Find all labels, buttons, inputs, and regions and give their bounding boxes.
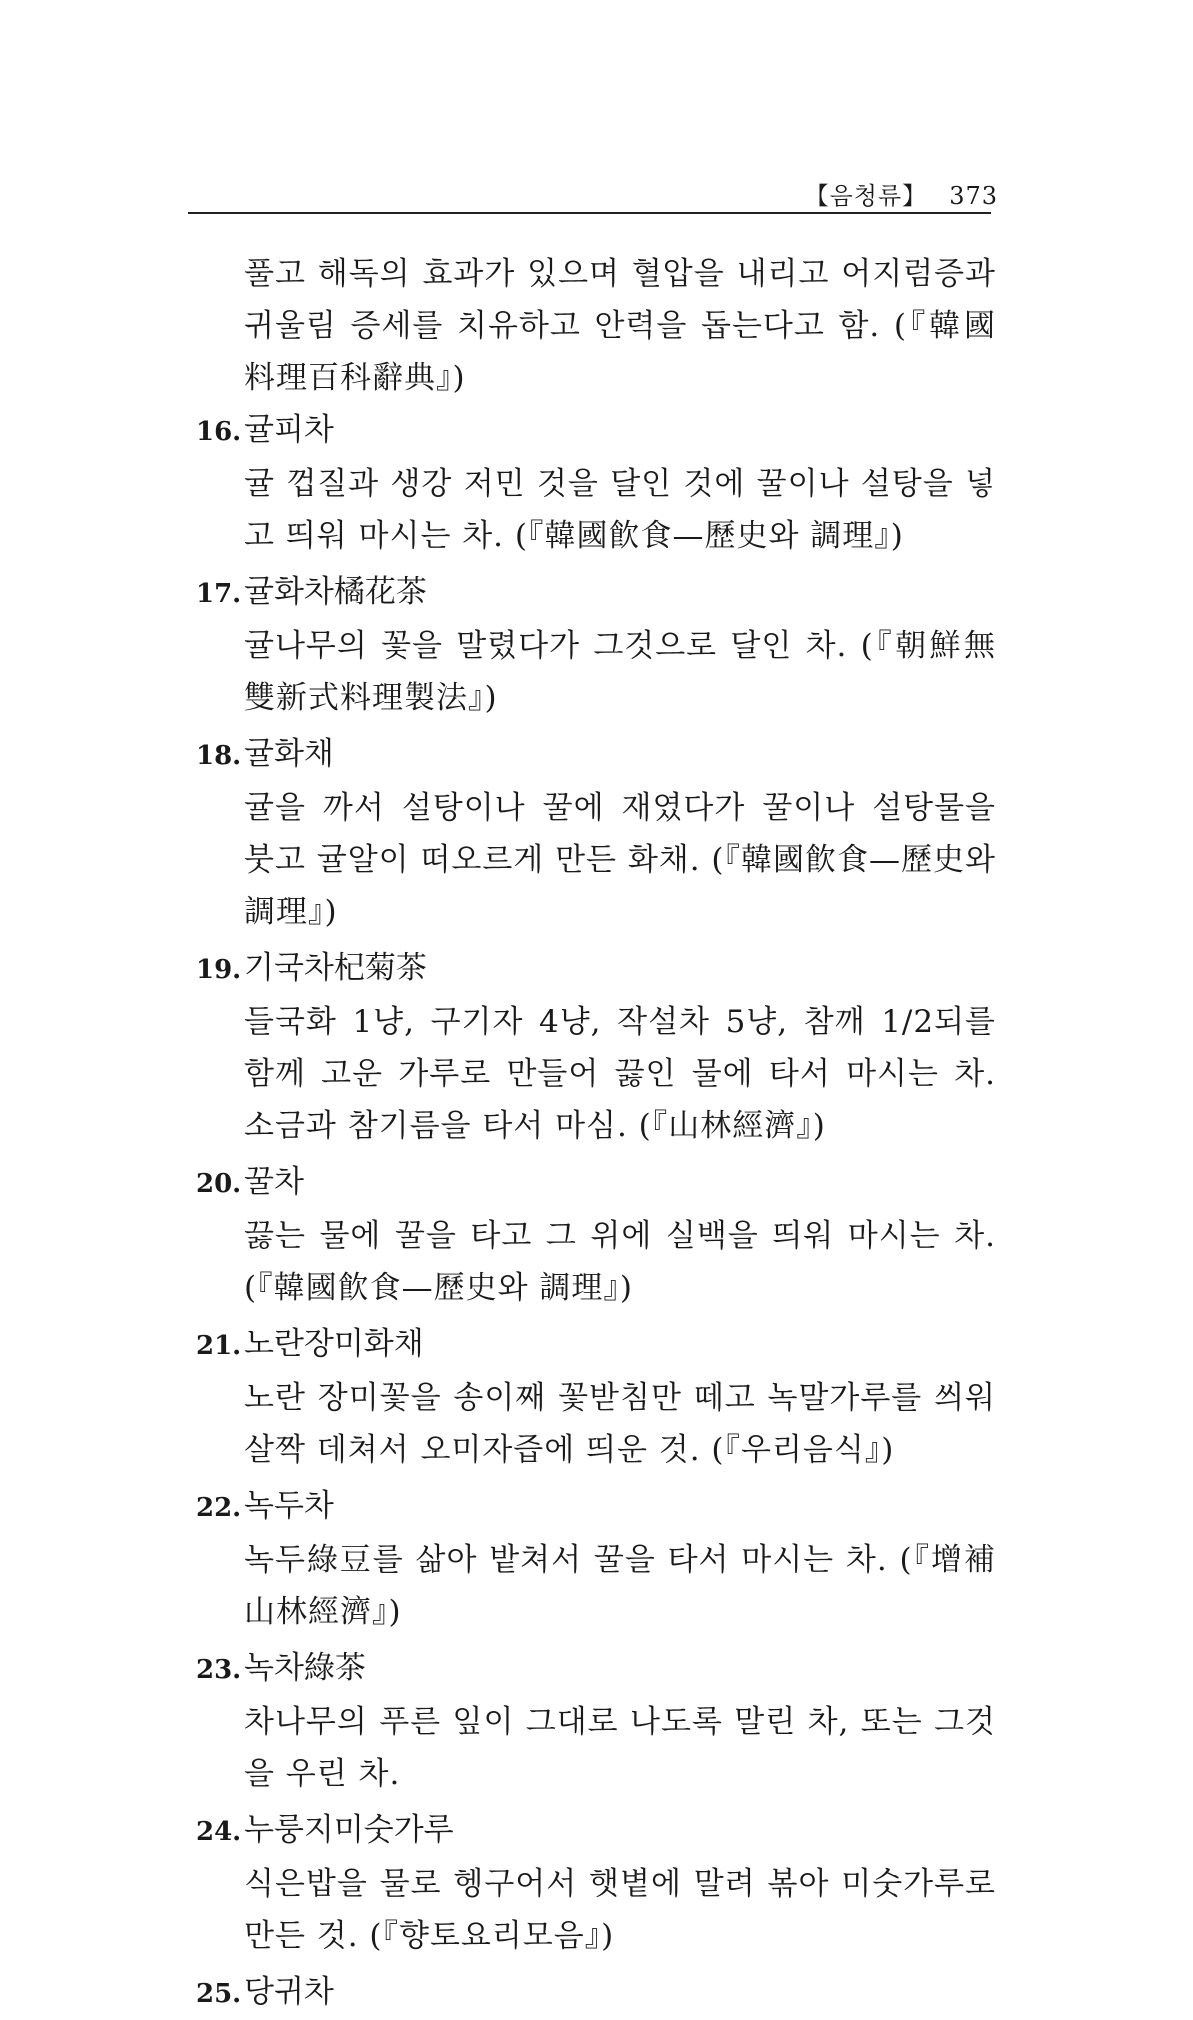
entry-number: 22.: [196, 1493, 242, 1523]
entry-definition: 녹두綠豆를 삶아 밭쳐서 꿀을 타서 마시는 차. (『增補山林經濟』): [244, 1542, 996, 1630]
entry-21: [196, 1318, 996, 1476]
entry-number: 18.: [196, 741, 242, 771]
entry-17: [196, 566, 996, 724]
entry-definition: 노란 장미꽃을 송이째 꽃받침만 떼고 녹말가루를 씌워 살짝 데쳐서 오미자즙에 띄운 것. (『우리음식』): [244, 1380, 996, 1468]
entry-20: [196, 1156, 996, 1314]
running-header: [805, 176, 998, 211]
entry-heading: [196, 1642, 996, 1696]
entry-definition: 귤을 까서 설탕이나 꿀에 재였다가 꿀이나 설탕물을 붓고 귤알이 떠오르게 만든 화채. (『韓國飮食—歷史와 調理』): [244, 790, 996, 930]
entry-16: [196, 404, 996, 562]
page-number: 373: [949, 182, 998, 210]
entry-number: 20.: [196, 1169, 242, 1199]
section-label: 【음청류】: [804, 182, 928, 210]
entry-23: [196, 1642, 996, 1800]
continued-paragraph: 풀고 해독의 효과가 있으며 혈압을 내리고 어지럼증과 귀울림 증세를 치유하고 안력을 돕는다고 함. (『韓國料理百科辭典』): [244, 256, 996, 396]
entry-24: [196, 1804, 996, 1962]
entry-title: 귤화차橘花茶: [244, 574, 427, 610]
entry-title: 귤화채: [244, 736, 334, 772]
entry-19: [196, 942, 996, 1152]
header-rule: [188, 212, 991, 214]
entry-heading: [196, 728, 996, 782]
entry-heading: [196, 1318, 996, 1372]
entry-heading: [196, 566, 996, 620]
entry-title: 녹두차: [244, 1488, 334, 1524]
entry-number: 17.: [196, 579, 242, 609]
entry-22: [196, 1480, 996, 1638]
entry-title: 기국차杞菊茶: [244, 950, 427, 986]
entry-25: [196, 1966, 996, 2020]
entry-definition: 귤나무의 꽃을 말렸다가 그것으로 달인 차. (『朝鮮無雙新式料理製法』): [244, 628, 996, 716]
entry-title: 꿀차: [244, 1164, 304, 1200]
entry-heading: [196, 942, 996, 996]
page-body: [196, 248, 996, 2020]
entry-definition: 차나무의 푸른 잎이 그대로 나도록 말린 차, 또는 그것을 우린 차.: [244, 1704, 996, 1792]
entry-number: 21.: [196, 1331, 242, 1361]
entry-definition: 식은밥을 물로 헹구어서 햇볕에 말려 볶아 미숫가루로 만든 것. (『향토요리모음』): [244, 1866, 996, 1954]
entry-number: 16.: [196, 417, 242, 447]
entry-number: 25.: [196, 1979, 242, 2009]
entry-title: 당귀차: [244, 1974, 334, 2010]
entry-definition: 들국화 1냥, 구기자 4냥, 작설차 5냥, 참깨 1/2되를 함께 고운 가루로 만들어 끓인 물에 타서 마시는 차. 소금과 참기름을 타서 마심. (『山林經濟』): [244, 1004, 996, 1144]
entry-18: [196, 728, 996, 938]
entry-heading: [196, 1966, 996, 2020]
entry-number: 23.: [196, 1655, 242, 1685]
entry-heading: [196, 1480, 996, 1534]
entry-title: 귤피차: [244, 412, 334, 448]
entry-number: 19.: [196, 955, 242, 985]
entry-title: 누룽지미숫가루: [244, 1812, 454, 1848]
entry-heading: [196, 1804, 996, 1858]
entry-heading: [196, 1156, 996, 1210]
entry-definition: 귤 껍질과 생강 저민 것을 달인 것에 꿀이나 설탕을 넣고 띄워 마시는 차. (『韓國飮食—歷史와 調理』): [244, 466, 996, 554]
entry-definition: 끓는 물에 꿀을 타고 그 위에 실백을 띄워 마시는 차. (『韓國飮食—歷史와 調理』): [244, 1218, 996, 1306]
entry-number: 24.: [196, 1817, 242, 1847]
entry-heading: [196, 404, 996, 458]
entry-title: 노란장미화채: [244, 1326, 424, 1362]
entry-title: 녹차綠茶: [244, 1650, 366, 1686]
